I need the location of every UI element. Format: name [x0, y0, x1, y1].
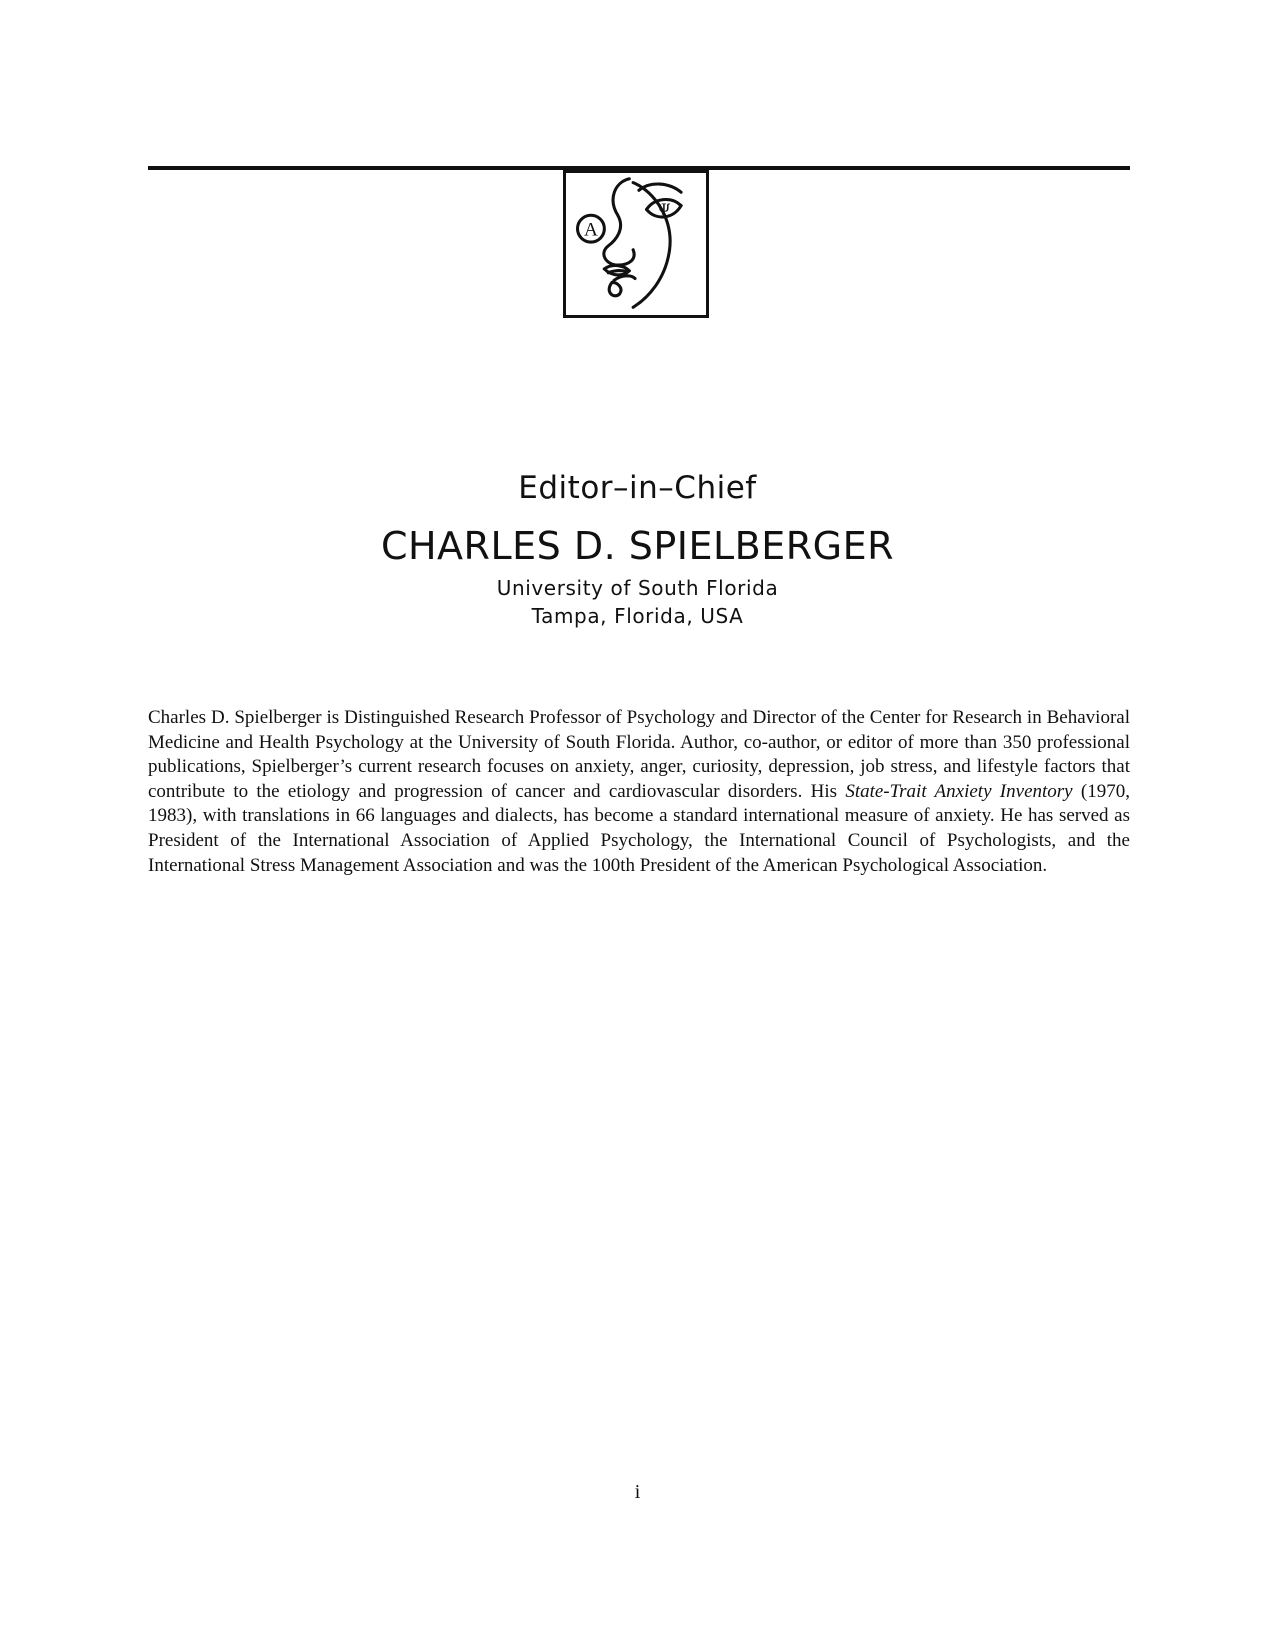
bio-inventory-title: State-Trait Anxiety Inventory [845, 780, 1073, 802]
editor-name: CHARLES D. SPIELBERGER [380, 524, 895, 568]
bio-intro: Charles D. Spielberger is Distinguished Research Professor of Psychology and Director of the Center for Research in Behavioral Medicine and Health Psychology at the University of South Florida. Author, co-author, or editor of more than 350 professional publications, Spielberger’s current research focuses on anxiety, anger, curiosity, depression, job stress, and lifestyle factors that contribute to the etiology and progression of cancer and cardiovascular disorders. His [148, 707, 1130, 802]
face-profile-logo-icon [563, 170, 709, 318]
bio-rest: (1970, 1983), with translations in 66 languages and dialects, has become a standard international measure of anxiety. He has served as President of the International Association of Applied Psychology, the International Council of Psychologists, and the International Stress Management Association and was the 100th President of the American Psychological Association. [148, 780, 1130, 876]
editor-location: Tampa, Florida, USA [531, 604, 744, 628]
page-number: i [634, 1481, 641, 1503]
editor-institution: University of South Florida [496, 576, 779, 600]
editor-role: Editor–in–Chief [518, 470, 757, 506]
editor-biography [148, 706, 1130, 878]
logo-letter-psi: Ψ [657, 200, 671, 219]
logo-letter-a: A [584, 219, 598, 241]
